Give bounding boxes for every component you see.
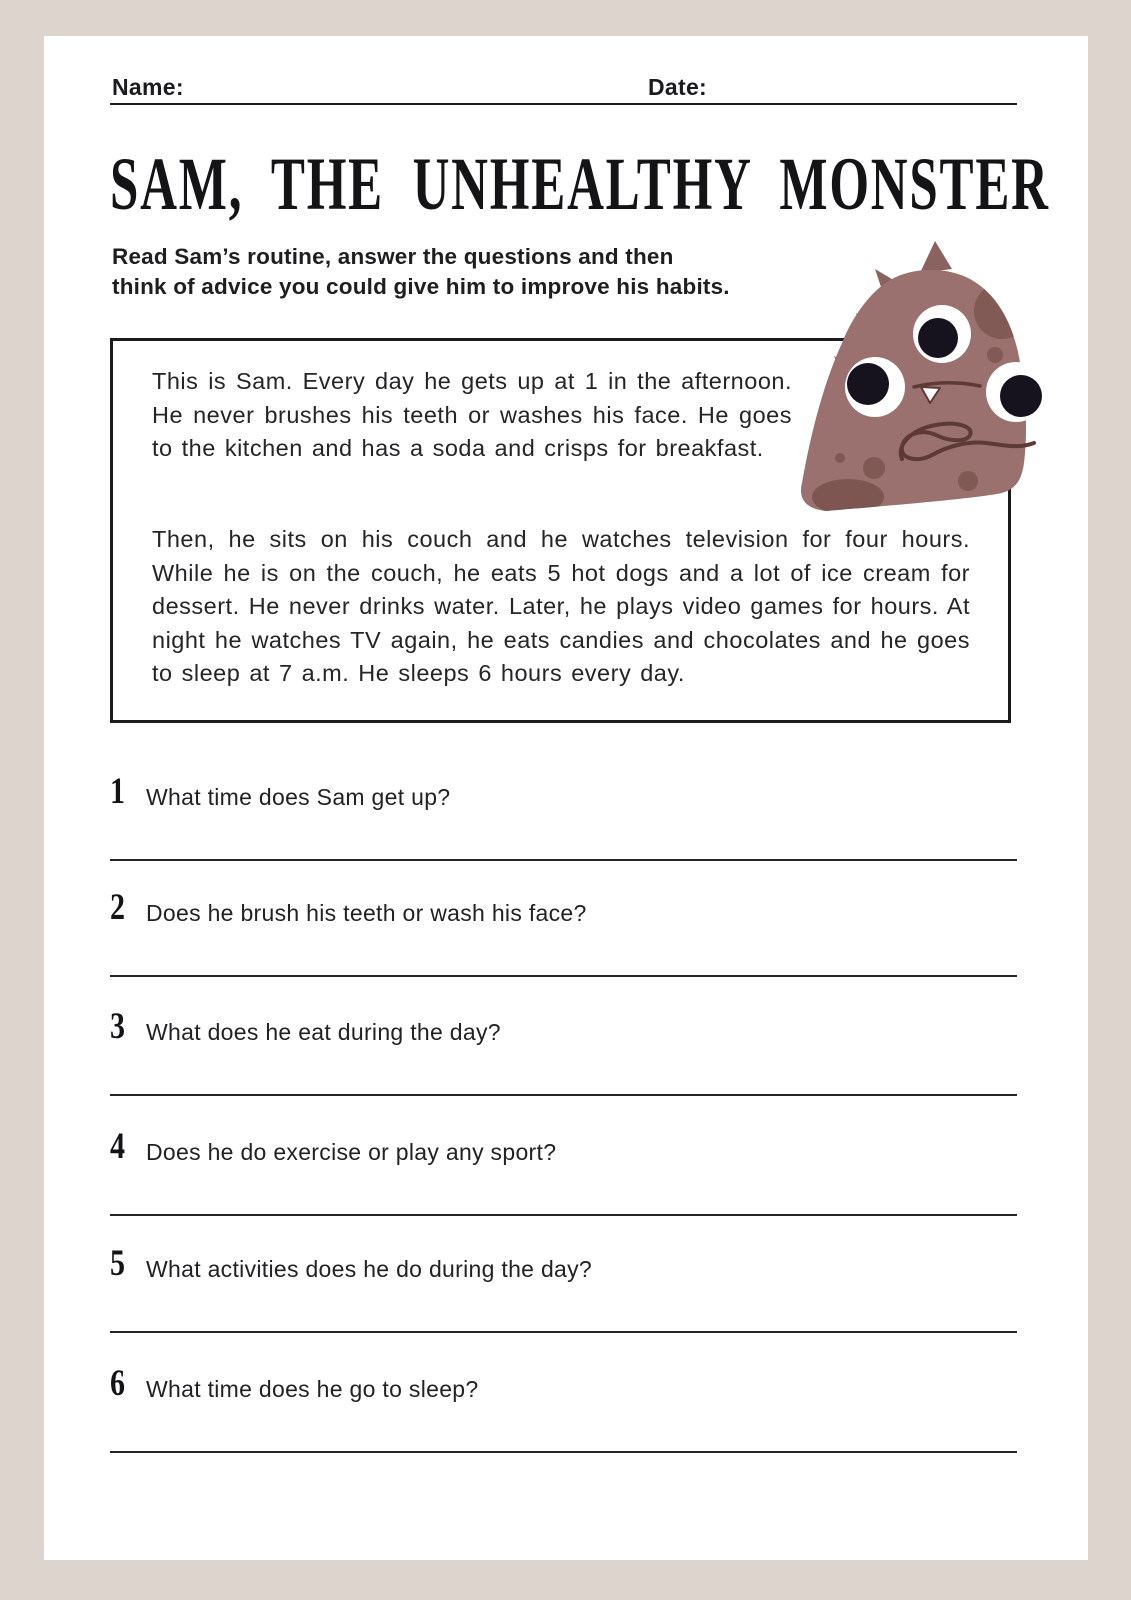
question-5-number: 5 — [110, 1242, 125, 1284]
question-3 — [110, 1005, 1017, 1110]
three-eyed-monster-icon — [790, 235, 1050, 525]
question-5-text: What activities does he do during the day? — [146, 1256, 593, 1282]
question-6-text: What time does he go to sleep? — [146, 1376, 479, 1402]
answer-line-5[interactable] — [110, 1331, 1017, 1333]
passage-paragraph-1: This is Sam. Every day he gets up at 1 in the afternoon. He never brushes his teeth or washes his face. He goes to the kitchen and has a soda and crisps for breakfast. — [152, 368, 792, 461]
answer-line-3[interactable] — [110, 1094, 1017, 1096]
name-field[interactable] — [194, 74, 574, 100]
question-1-number: 1 — [110, 770, 125, 812]
question-2-number: 2 — [110, 886, 125, 928]
passage-paragraph-2: Then, he sits on his couch and he watches television for four hours. While he is on the couch, he eats 5 hot dogs and a lot of ice cream for dessert. He never drinks water. Later, he plays video games for hours. At night he watches TV again, he eats candies and chocolates and he goes to sleep at 7 a.m. He sleeps 6 hours every day. — [152, 526, 970, 686]
question-6-number: 6 — [110, 1362, 125, 1404]
question-2-text: Does he brush his teeth or wash his face? — [146, 900, 587, 926]
answer-line-2[interactable] — [110, 975, 1017, 977]
page-title: SAM, THE UNHEALTHY MONSTER — [110, 141, 1050, 226]
question-1-text: What time does Sam get up? — [146, 784, 451, 810]
answer-line-4[interactable] — [110, 1214, 1017, 1216]
question-3-number: 3 — [110, 1005, 125, 1047]
date-field[interactable] — [716, 74, 1016, 100]
paper — [44, 36, 1088, 1560]
header-underline — [110, 103, 1017, 105]
instructions-line-2: think of advice you could give him to improve his habits. — [112, 274, 730, 299]
question-4-number: 4 — [110, 1125, 125, 1167]
instructions — [112, 242, 730, 302]
question-4 — [110, 1125, 1017, 1230]
instructions-line-1: Read Sam’s routine, answer the questions and then — [112, 244, 674, 269]
answer-line-1[interactable] — [110, 859, 1017, 861]
question-5 — [110, 1242, 1017, 1347]
date-label: Date: — [648, 74, 708, 100]
name-label: Name: — [112, 74, 184, 100]
answer-line-6[interactable] — [110, 1451, 1017, 1453]
question-2 — [110, 886, 1017, 991]
question-3-text: What does he eat during the day? — [146, 1019, 501, 1045]
question-1 — [110, 770, 1017, 875]
question-6 — [110, 1362, 1017, 1467]
question-4-text: Does he do exercise or play any sport? — [146, 1139, 557, 1165]
